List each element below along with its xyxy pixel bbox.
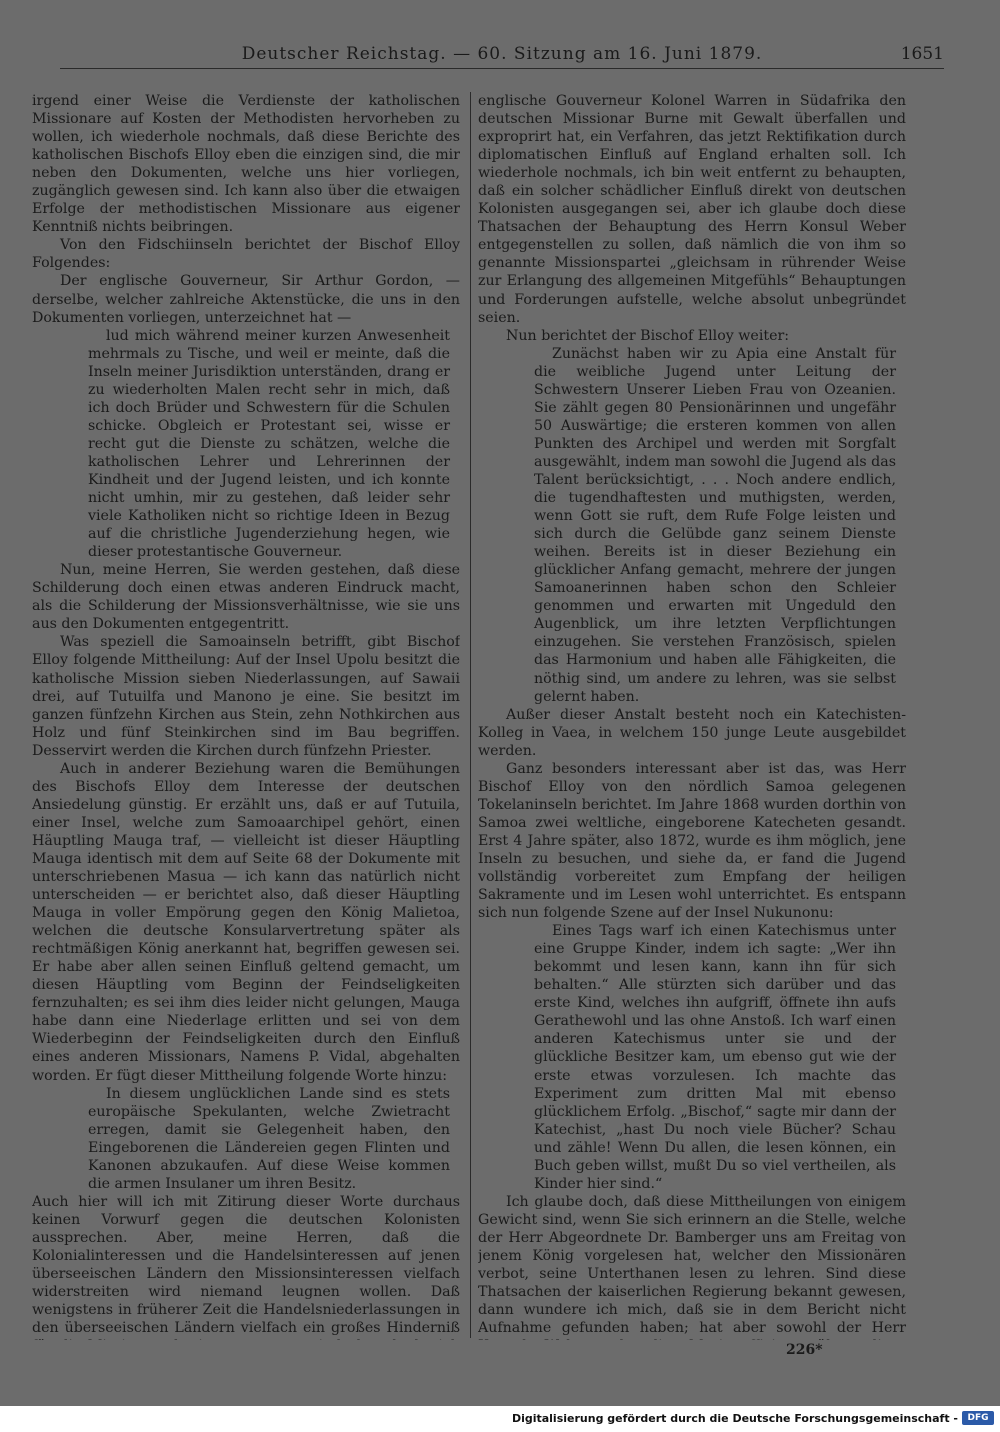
- running-title: Deutscher Reichstag. — 60. Sitzung am 16. Juni 1879.: [241, 44, 763, 64]
- paragraph: Auch hier will ich mit Zitirung dieser Worte durchaus keinen Vorwurf gegen die deutschen Kolonisten aussprechen. Aber, meine Herren, daß die Kolonialinteressen und die Handelsinteressen auf jenen überseeischen Ländern den Missionsinteressen vielfach widerstreiten wird niemand leugnen wollen. Daß wenigstens in früherer Zeit die Handelsniederlassungen in den überseeischen Ländern vielfach ein großes Hinderniß: [32, 1193, 460, 1337]
- paragraph: Nun, meine Herren, Sie werden gestehen, daß diese Schilderung doch einen etwas anderen Eindruck macht, als die Schilderung der Missionsverhältnisse, wie sie uns aus den Dokumenten entgegentritt.: [32, 562, 460, 633]
- footer-bar: [0, 1406, 1000, 1432]
- dfg-logo: DFG: [962, 1411, 994, 1425]
- left-column: [32, 92, 460, 1340]
- paragraph: Nun berichtet der Bischof Elloy weiter:: [506, 327, 790, 344]
- paragraph: Ich glaube doch, daß diese Mittheilungen von einigem Gewicht sind, wenn Sie sich erinnern an die Stelle, welche der Herr Abgeordnete Dr. Bamberger uns am Freitag von jenem König vorgelesen hat, welcher den Missionären verbot, seine Unterthanen lesen zu lehren. Sind diese Thatsachen der kaiserlichen Regierung bekannt gewesen, dann wundere ich mich, daß sie in dem Bericht nicht Aufnahme gefunden haben; hat aber sowohl der Herr: [478, 1193, 906, 1337]
- header-rule: [60, 68, 944, 69]
- running-header: [60, 44, 944, 68]
- paragraph: Auch in anderer Beziehung waren die Bemühungen des Bischofs Elloy dem Interesse der deutschen Ansiedelung günstig. Er erzählt uns, daß er auf Tutuila, einer Insel, welche zum Samoaarchipel gehört, einen Häuptling Mauga traf, — vielleicht ist dieser Häuptling Mauga identisch mit dem auf Seite 68 der Dokumente mit unterschriebenen Masua — ich kann das natürlich nicht unterscheiden — er berichtet also, daß dieser Häuptling Mauga in voller Empörung gegen den König Malietoa, welchen die deutsche Konsularvertretung später als rechtmäßigen König anerkannt hat, begriffen gewesen sei. Er habe aber allen seinen Einfluß geltend gemacht, um diesen Häuptling vom Beginn der Feindseligkeiten fernzuhalten; es sei ihm dies leider nicht gelungen, Mauga habe dann eine Niederlage erlitten und sei von dem Wiederbeginn der Feindseligkeiten durch den Einfluß eines anderen Missionars, Namens P. Vidal, abgehalten worden. Er fügt dieser Mittheilung folgende Worte hinzu:: [32, 760, 460, 1084]
- paragraph: Außer dieser Anstalt besteht noch ein Katechisten-Kolleg in Vaea, in welchem 150 junge Leute ausgebildet werden.: [478, 706, 906, 759]
- page-number: 1651: [900, 44, 944, 64]
- paragraph: Der englische Gouverneur, Sir Arthur Gordon, — derselbe, welcher zahlreiche Aktenstücke, die uns in den Dokumenten vorliegen, unterzeichnet hat —: [32, 273, 460, 326]
- funding-note: Digitalisierung gefördert durch die Deutsche Forschungsgemeinschaft -: [511, 1412, 958, 1425]
- signature-mark: 226*: [786, 1342, 823, 1358]
- paragraph: irgend einer Weise die Verdienste der katholischen Missionare auf Kosten der Methodisten hervorheben zu wollen, ich wiederhole nochmals, daß diese Berichte des katholischen Bischofs Elloy eben die einzigen sind, die mir neben den Dokumenten, welche uns hier vorliegen, zugänglich gewesen sind. Ich kann also über die etwaigen Erfolge der methodistischen Missionare aus eigener Kenntniß nichts beibringen.: [32, 93, 460, 236]
- right-column: [478, 92, 906, 1340]
- quoted-passage: Eines Tags warf ich einen Katechismus unter eine Gruppe Kinder, indem ich sagte: „Wer ihn bekommt und lesen kann, kann ihn für sich behalten.“ Alle stürzten sich darüber und das erste Kind, welches ihn aufgriff, öffnete ihn aufs Gerathewohl und las ohne Anstoß. Ich warf einen anderen Katechismus unter sie und der glückliche Besitzer kam, um ebenso gut wie der erste etwas vorzulesen. Ich machte das Experiment zum dritten Mal mit ebenso glücklichem Erfolg. „Bischof,“ sagte mir dann der Katechist, „hast Du noch viele Bücher? Schau und zähle! Wenn Du allen, die lesen können, ein Buch geben willst, mußt Du so viel vertheilen, als Kinder hier sind.“: [534, 923, 896, 1192]
- quoted-passage: lud mich während meiner kurzen Anwesenheit mehrmals zu Tische, und weil er meinte, daß die Inseln meiner Jurisdiktion unterständen, drang er zu wiederholten Malen recht sehr in mich, daß ich doch Brüder und Schwestern für die Schulen schicke. Obgleich er Protestant sei, wisse er recht gut die Dienste zu schätzen, welche die katholischen Lehrer und Lehrerinnen der Kindheit und der Jugend leisten, und ich konnte nicht umhin, mir zu gestehen, daß leider sehr viele Katholiken nicht so richtige Ideen in Bezug auf die christliche Jugenderziehung hegen, wie dieser protestantische Gouverneur.: [88, 327, 450, 561]
- paragraph: Ganz besonders interessant aber ist das, was Herr Bischof Elloy von den nördlich Samoa gelegenen Tokelaninseln berichtet. Im Jahre 1868 wurden dorthin von Samoa zwei weltliche, eingeborene Katecheten gesandt. Erst 4 Jahre später, also 1872, wurde es ihm möglich, jene Inseln zu besuchen, und siehe da, er fand die Jugend vollständig vorbereitet zum Empfang der heiligen Sakramente und im Lesen wohl unterrichtet. Es entspann sich nun folgende Szene auf der Insel Nukunonu:: [478, 760, 906, 922]
- column-divider: [470, 92, 471, 1338]
- paragraph: Was speziell die Samoainseln betrifft, gibt Bischof Elloy folgende Mittheilung: Auf der Insel Upolu besitzt die katholische Mission sieben Niederlassungen, auf Sawaii drei, auf Tutuilfa und Manono je eine. Sie besitzt im ganzen fünfzehn Kirchen aus Stein, zehn Nothkirchen aus Holz und fünf Steinkirchen sind im Bau begriffen. Desservirt werden die Kirchen durch fünfzehn Priester.: [32, 634, 460, 759]
- paragraph: englische Gouverneur Kolonel Warren in Südafrika den deutschen Missionar Burne mit Gewalt überfallen und exproprirt hat, ein Verfahren, das jetzt Rektifikation durch diplomatischen Einfluß auf England erhalten soll. Ich wiederhole nochmals, ich bin weit entfernt zu behaupten, daß ein solcher schädlicher Einfluß direkt von deutschen Kolonisten ausgegangen sei, aber ich glaube doch diese Thatsachen der Behauptung des Herrn Konsul Weber entgegenstellen zu sollen, daß nämlich die von ihm so genannte Missionspartei „gleichsam in rührender Weise zur Erlangung des allgemeinen Mitgefühls“ Behauptungen und Forderungen aufstelle, welche absolut unbegründet seien.: [478, 93, 906, 326]
- quoted-passage: Zunächst haben wir zu Apia eine Anstalt für die weibliche Jugend unter Leitung der Schwestern Unserer Lieben Frau von Ozeanien. Sie zählt gegen 80 Pensionärinnen und ungefähr 50 Auswärtige; die ersteren kommen von allen Punkten des Archipel und werden mit Sorgfalt ausgewählt, indem man sowohl die Jugend als das Talent berücksichtigt, . . . Noch andere endlich, die tugendhaftesten und muthigsten, werden, wenn Gott sie ruft, dem Rufe Folge leisten und sich durch die Gelübde ganz seinem Dienste weihen. Bereits ist in dieser Beziehung ein glücklicher Anfang gemacht, mehrere der jungen Samoanerinnen haben schon den Schleier genommen und erwarten mit Ungeduld den Augenblick, um ihre letzten Verpflichtungen einzugehen. Sie verstehen Französisch, spielen das Harmonium und haben alle Fähigkeiten, die nöthig sind, um andere zu lehren, was sie selbst gelernt haben.: [534, 345, 896, 705]
- quoted-passage: In diesem unglücklichen Lande sind es stets europäische Spekulanten, welche Zwietracht erregen, damit sie Gelegenheit haben, den Eingeborenen die Ländereien gegen Flinten und Kanonen abzukaufen. Auf diese Weise kommen die armen Insulaner um ihren Besitz.: [88, 1085, 450, 1192]
- paragraph: Von den Fidschiinseln berichtet der Bischof Elloy Folgendes:: [32, 237, 460, 272]
